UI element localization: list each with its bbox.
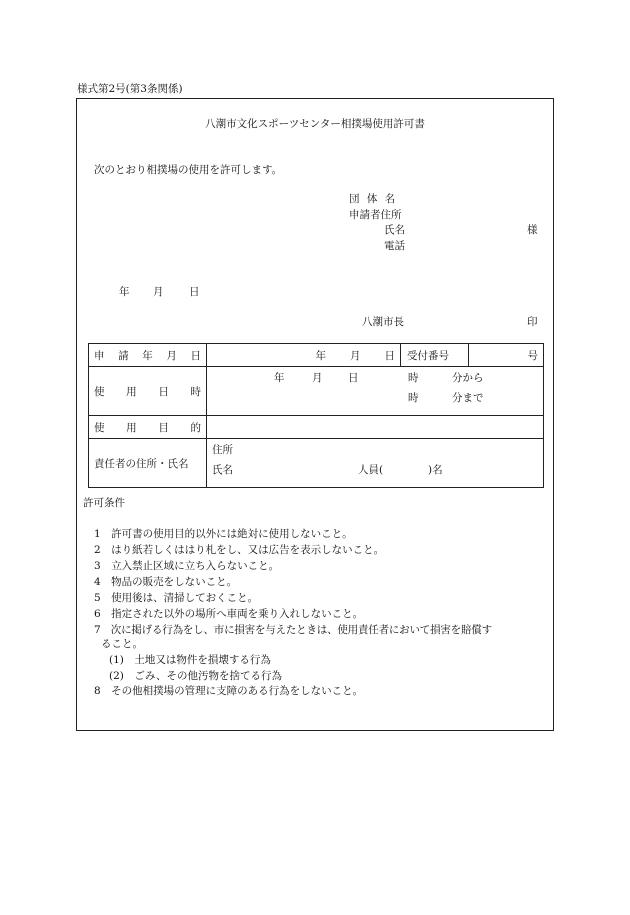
people-count-suffix: )名 — [428, 464, 443, 476]
condition-subitem: (1) 土地又は物件を損壊する行為 — [109, 654, 271, 666]
condition-item: 1 許可書の使用目的以外には絶対に使用しないこと。 — [94, 528, 353, 540]
people-count-label: 人員( — [358, 464, 384, 476]
receipt-number-field[interactable]: 号 — [527, 349, 538, 362]
usage-datetime-field[interactable]: 年 月 日 時 分から 時 分まで — [207, 367, 544, 416]
seal-mark: 印 — [527, 316, 538, 328]
receipt-cell — [401, 344, 544, 367]
condition-item-continuation: ること。 — [101, 638, 143, 650]
table-row-application-date — [89, 344, 544, 367]
form-number: 様式第2号(第3条関係) — [77, 83, 183, 95]
usage-purpose-field[interactable] — [207, 416, 544, 439]
group-name-label: 団 体 名 — [349, 193, 398, 205]
table-row-usage-datetime — [89, 367, 544, 416]
application-table — [88, 343, 544, 488]
responsible-person-field[interactable] — [207, 439, 544, 488]
application-date-label: 申 請 年 月 日 — [89, 344, 207, 367]
issue-month: 月 — [153, 286, 164, 298]
condition-item: 3 立入禁止区域に立ち入らないこと。 — [94, 560, 280, 572]
responsible-person-label: 責任者の住所・氏名 — [89, 439, 207, 488]
condition-item: 5 使用後は、清掃しておくこと。 — [94, 592, 259, 604]
issue-year: 年 — [119, 286, 130, 298]
conditions-heading: 許可条件 — [83, 497, 125, 509]
usage-purpose-label: 使 用 目 的 — [89, 416, 207, 439]
table-row-usage-purpose — [89, 416, 544, 439]
applicant-address-label: 申請者住所 — [349, 209, 402, 221]
condition-item: 6 指定された以外の場所へ車両を乗り入れしないこと。 — [94, 608, 364, 620]
responsible-address-label: 住所 — [212, 444, 233, 456]
table-row-responsible-person — [89, 439, 544, 488]
intro-text: 次のとおり相撲場の使用を許可します。 — [94, 164, 283, 176]
condition-item: 4 物品の販売をしないこと。 — [94, 576, 238, 588]
condition-item: 7 次に掲げる行為をし、市に損害を与えたときは、使用責任者において損害を賠償す — [94, 624, 492, 636]
document-title: 八潮市文化スポーツセンター相撲場使用許可書 — [205, 118, 425, 130]
condition-subitem: (2) ごみ、その他汚物を捨てる行為 — [109, 670, 283, 682]
condition-item: 8 その他相撲場の管理に支障のある行為をしないこと。 — [94, 685, 364, 697]
usage-datetime-label: 使 用 日 時 — [89, 367, 207, 416]
responsible-name-label: 氏名 — [212, 464, 233, 476]
phone-label: 電話 — [384, 240, 405, 252]
receipt-number-label: 受付番号 — [401, 344, 469, 366]
application-date-field[interactable]: 年 月 日 — [207, 344, 401, 367]
issue-day: 日 — [189, 286, 200, 298]
honorific: 様 — [527, 224, 538, 236]
applicant-name-label: 氏名 — [384, 224, 405, 236]
condition-item: 2 はり紙若しくははり札をし、又は広告を表示しないこと。 — [94, 544, 385, 556]
issuer-title: 八潮市長 — [362, 316, 404, 328]
